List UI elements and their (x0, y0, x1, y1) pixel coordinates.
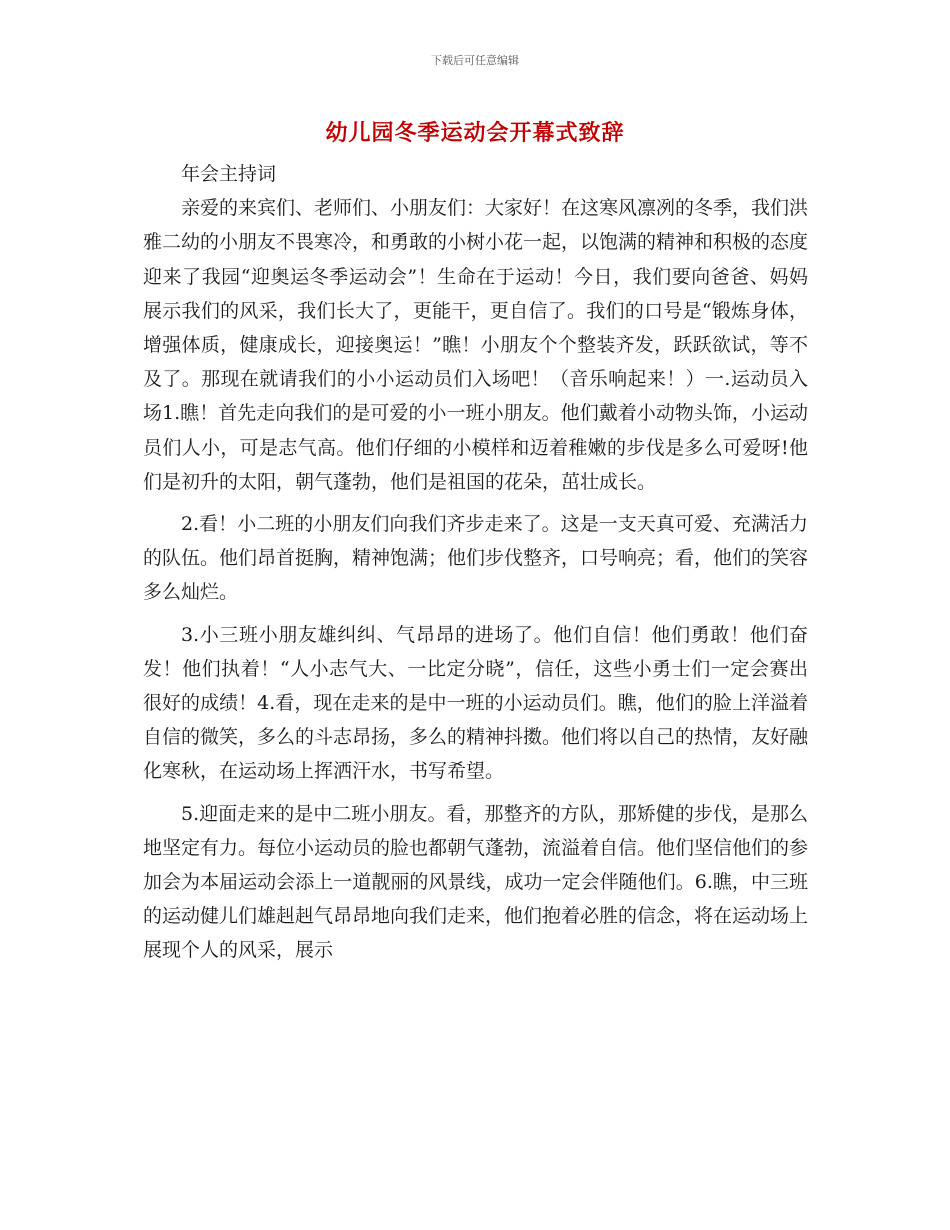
paragraph-3: 3.小三班小朋友雄纠纠、气昂昂的进场了。他们自信！他们勇敢！他们奋发！他们执着！“人小志气大、一比定分晓”，信任，这些小勇士们一定会赛出很好的成绩！4.看，现在走来的是中一班的小运动员们。瞧，他们的脸上洋溢着自信的微笑，多么的斗志昂扬，多么的精神抖擞。他们将以自己的热情，友好融化寒秋，在运动场上挥洒汗水，书写希望。 (143, 623, 809, 783)
document-title: 幼儿园冬季运动会开幕式致辞 (325, 121, 625, 146)
paragraph-1: 亲爱的来宾们、老师们、小朋友们：大家好！在这寒风凛冽的冬季，我们洪雅二幼的小朋友不畏寒冷，和勇敢的小树小花一起，以饱满的精神和积极的态度迎来了我园“迎奥运冬季运动会”！生命在于运动！今日，我们要向爸爸、妈妈展示我们的风采，我们长大了，更能干，更自信了。我们的口号是“锻炼身体，增强体质，健康成长，迎接奥运！”瞧！小朋友个个整装齐发，跃跃欲试，等不及了。那现在就请我们的小小运动员们入场吧！（音乐响起来！）一.运动员入场1.瞧！首先走向我们的是可爱的小一班小朋友。他们戴着小动物头饰，小运动员们人小，可是志气高。他们仔细的小模样和迈着稚嫩的步伐是多么可爱呀!他们是初升的太阳，朝气蓬勃，他们是祖国的花朵，茁壮成长。 (143, 197, 809, 493)
page-header: 下载后可任意编辑 (431, 54, 519, 67)
paragraph-2: 2.看！小二班的小朋友们向我们齐步走来了。这是一支天真可爱、充满活力的队伍。他们昂首挺胸，精神饱满；他们步伐整齐，口号响亮；看，他们的笑容多么灿烂。 (143, 513, 809, 604)
document-body (143, 157, 808, 968)
paragraph-4: 5.迎面走来的是中二班小朋友。看，那整齐的方队，那矫健的步伐，是那么地坚定有力。每位小运动员的脸也都朝气蓬勃，流溢着自信。他们坚信他们的参加会为本届运动会添上一道靓丽的风景线，成功一定会伴随他们。6.瞧，中三班的运动健儿们雄赳赳气昂昂地向我们走来，他们抱着必胜的信念，将在运动场上展现个人的风采，展示 (143, 802, 809, 962)
subtitle-paragraph: 年会主持词 (181, 163, 277, 185)
